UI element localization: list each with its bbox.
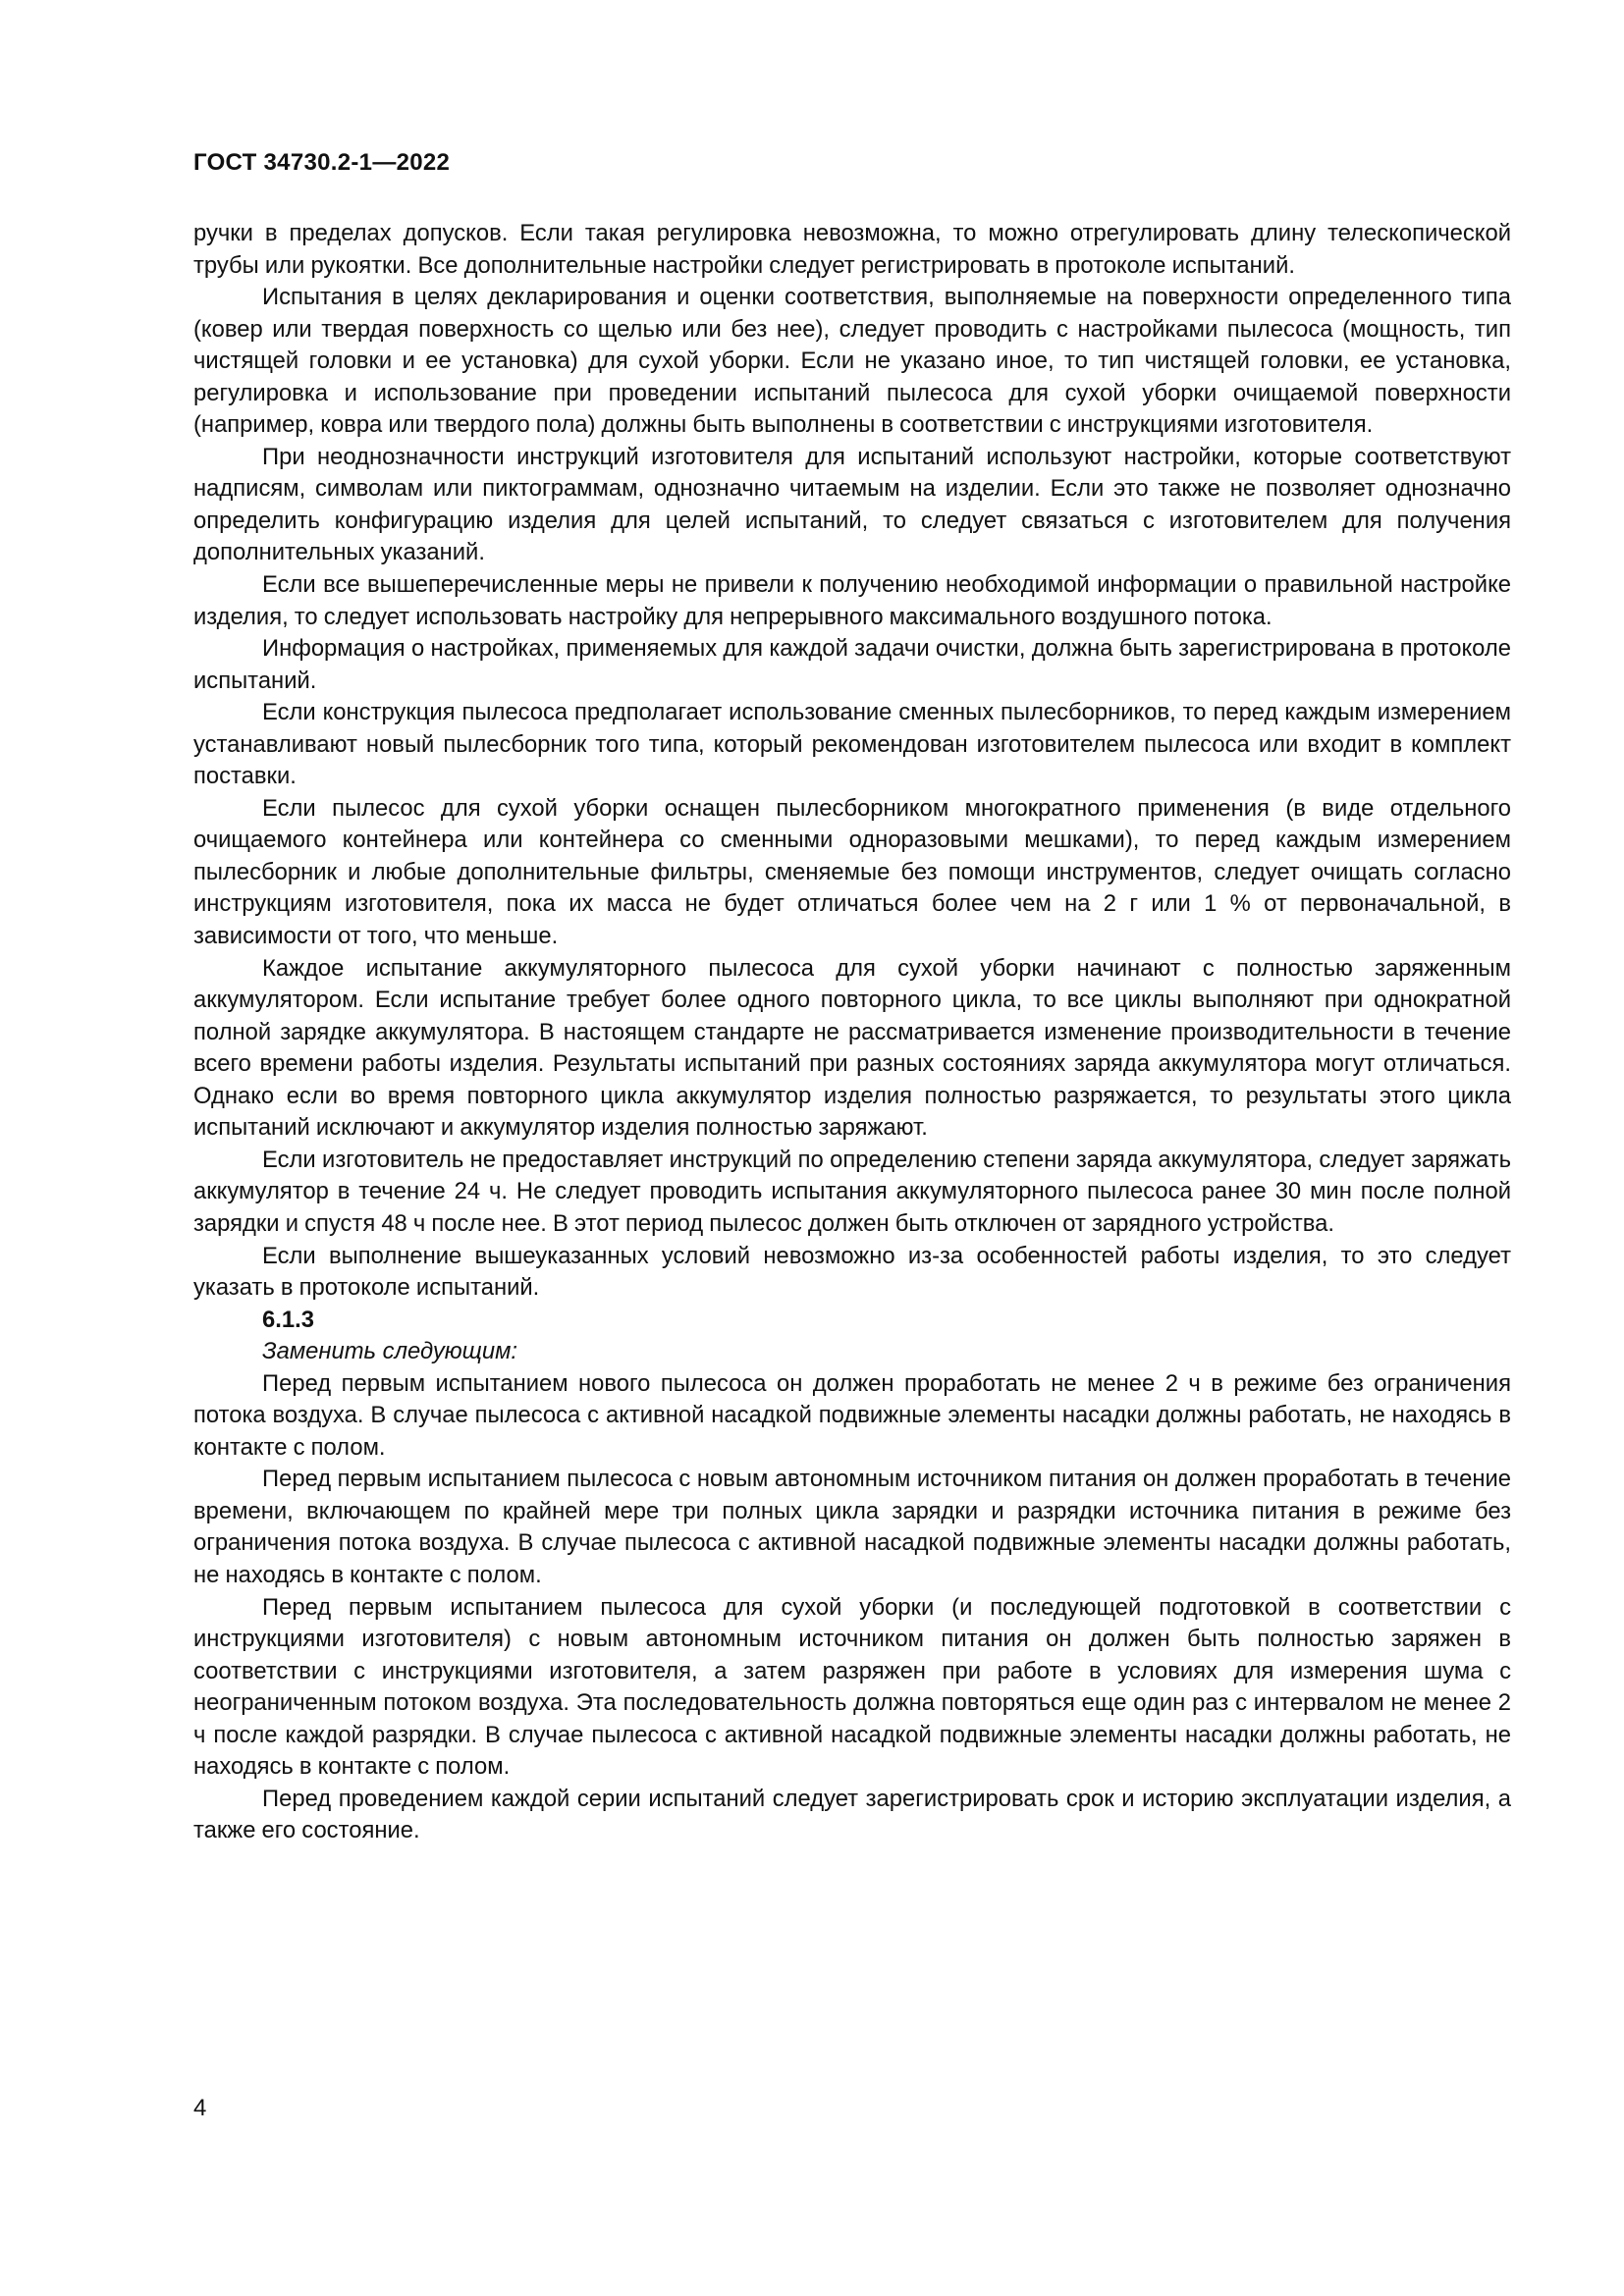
document-body (193, 218, 1511, 1847)
paragraph: Испытания в целях декларирования и оценки соответствия, выполняемые на поверхности определенного типа (ковер или твердая поверхность со щелью или без нее), следует проводить с настройками пылесоса (мощность, тип чистящей головки и ее установка) для сухой уборки. Если не указано иное, то тип чистящей головки, ее установка, регулировка и использование при проведении испытаний пылесоса для сухой уборки очищаемой поверхности (например, ковра или твердого пола) должны быть выполнены в соответствии с инструкциями изготовителя. (193, 284, 1511, 439)
paragraph: ручки в пределах допусков. Если такая регулировка невозможна, то можно отрегулировать длину телескопической трубы или рукоятки. Все дополнительные настройки следует регистрировать в протоколе испытаний. (193, 220, 1511, 279)
section-instruction: Заменить следующим: (262, 1338, 518, 1365)
page-number: 4 (193, 2095, 207, 2121)
paragraph: При неоднозначности инструкций изготовителя для испытаний используют настройки, которые соответствуют надписям, символам или пиктограммам, однозначно читаемым на изделии. Если это также не позволяет однозначно определить конфигурацию изделия для целей испытаний, то следует связаться с изготовителем для получения дополнительных указаний. (193, 443, 1511, 566)
document-header-code: ГОСТ 34730.2-1—2022 (193, 149, 451, 176)
paragraph: Если конструкция пылесоса предполагает использование сменных пылесборников, то перед каждым измерением устанавливают новый пылесборник того типа, который рекомендован изготовителем пылесоса или входит в комплект поставки. (193, 699, 1511, 790)
paragraph: Если выполнение вышеуказанных условий невозможно из-за особенностей работы изделия, то это следует указать в протоколе испытаний. (193, 1242, 1511, 1302)
paragraph: Каждое испытание аккумуляторного пылесоса для сухой уборки начинают с полностью заряженным аккумулятором. Если испытание требует более одного повторного цикла, то все циклы выполняют при однократной полной зарядке аккумулятора. В настоящем стандарте не рассматривается изменение производительности в течение всего времени работы изделия. Результаты испытаний при разных состояниях заряда аккумулятора могут отличаться. Однако если во время повторного цикла аккумулятор изделия полностью разряжается, то результаты этого цикла испытаний исключают и аккумулятор изделия полностью заряжают. (193, 954, 1511, 1142)
section-paragraph: Перед первым испытанием пылесоса для сухой уборки (и последующей подготовкой в соответствии с инструкциями изготовителя) с новым автономным источником питания он должен быть полностью заряжен в соответствии с инструкциями изготовителя, а затем разряжен при работе в условиях для измерения шума с неограниченным потоком воздуха. Эта последовательность должна повторяться еще один раз с интервалом не менее 2 ч после каждой разрядки. В случае пылесоса с активной насадкой подвижные элементы насадки должны работать, не находясь в контакте с полом. (193, 1593, 1511, 1781)
section-paragraph: Перед проведением каждой серии испытаний следует зарегистрировать срок и историю эксплуатации изделия, а также его состояние. (193, 1785, 1511, 1844)
section-number: 6.1.3 (262, 1306, 314, 1333)
paragraph: Если все вышеперечисленные меры не привели к получению необходимой информации о правильной настройке изделия, то следует использовать настройку для непрерывного максимального воздушного потока. (193, 571, 1511, 630)
section-paragraph: Перед первым испытанием нового пылесоса он должен проработать не менее 2 ч в режиме без ограничения потока воздуха. В случае пылесоса с активной насадкой подвижные элементы насадки должны работать, не находясь в контакте с полом. (193, 1369, 1511, 1461)
paragraph: Информация о настройках, применяемых для каждой задачи очистки, должна быть зарегистрирована в протоколе испытаний. (193, 635, 1511, 694)
section-paragraph: Перед первым испытанием пылесоса с новым автономным источником питания он должен проработать в течение времени, включающем по крайней мере три полных цикла зарядки и разрядки источника питания в режиме без ограничения потока воздуха. В случае пылесоса с активной насадкой подвижные элементы насадки должны работать, не находясь в контакте с полом. (193, 1466, 1511, 1588)
paragraph: Если пылесос для сухой уборки оснащен пылесборником многократного применения (в виде отдельного очищаемого контейнера или контейнера со сменными одноразовыми мешками), то перед каждым измерением пылесборник и любые дополнительные фильтры, сменяемые без помощи инструментов, следует очищать согласно инструкциям изготовителя, пока их масса не будет отличаться более чем на 2 г или 1 % от первоначальной, в зависимости от того, что меньше. (193, 794, 1511, 950)
paragraph: Если изготовитель не предоставляет инструкций по определению степени заряда аккумулятора, следует заряжать аккумулятор в течение 24 ч. Не следует проводить испытания аккумуляторного пылесоса ранее 30 мин после полной зарядки и спустя 48 ч после нее. В этот период пылесос должен быть отключен от зарядного устройства. (193, 1146, 1511, 1237)
